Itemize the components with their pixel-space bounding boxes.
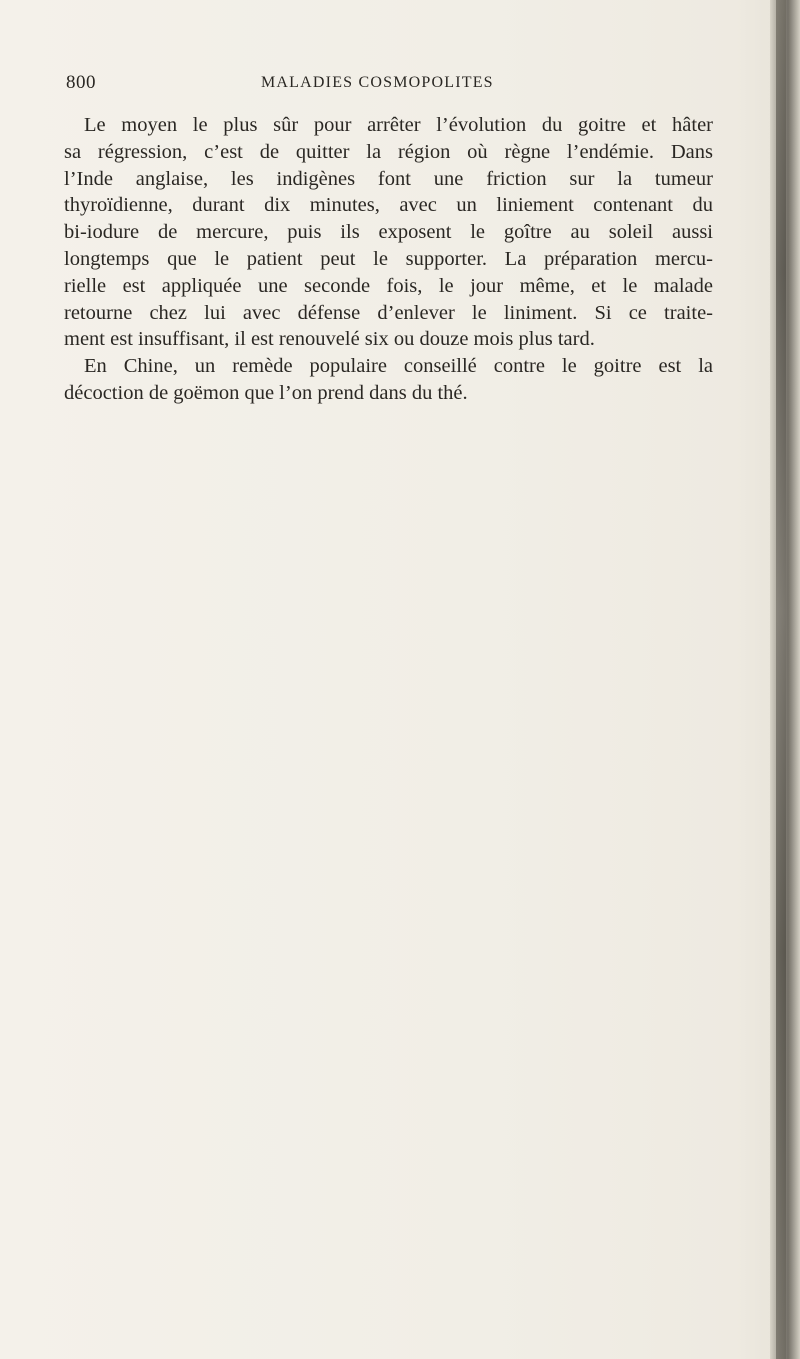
- text-line: bi-iodure de mercure, puis ils exposent le goître au soleil aussi: [64, 221, 713, 244]
- text-line: thyroïdienne, durant dix minutes, avec un liniement contenant du: [64, 194, 713, 217]
- paragraph: [64, 353, 713, 407]
- text-line: Le moyen le plus sûr pour arrêter l’évolution du goitre et hâter: [84, 114, 713, 136]
- paragraph: [64, 112, 713, 353]
- text-line: décoction de goëmon que l’on prend dans du thé.: [64, 381, 468, 404]
- text-line: retourne chez lui avec défense d’enlever le liniment. Si ce traite-: [64, 301, 713, 324]
- text-line: sa régression, c’est de quitter la région où règne l’endémie. Dans: [64, 140, 713, 163]
- text-line: longtemps que le patient peut le supporter. La préparation mercu-: [64, 247, 713, 270]
- page-binding-shadow: [776, 0, 786, 1359]
- text-line: l’Inde anglaise, les indigènes font une friction sur la tumeur: [64, 167, 713, 190]
- text-line: rielle est appliquée une seconde fois, le jour même, et le malade: [64, 274, 713, 297]
- running-title: MALADIES COSMOPOLITES: [261, 74, 494, 91]
- body-text: [64, 112, 713, 407]
- text-line: ment est insuffisant, il est renouvelé six ou douze mois plus tard.: [64, 328, 595, 351]
- running-head: [66, 72, 706, 100]
- text-line: En Chine, un remède populaire conseillé contre le goitre est la: [84, 355, 713, 378]
- page-number: 800: [66, 72, 96, 93]
